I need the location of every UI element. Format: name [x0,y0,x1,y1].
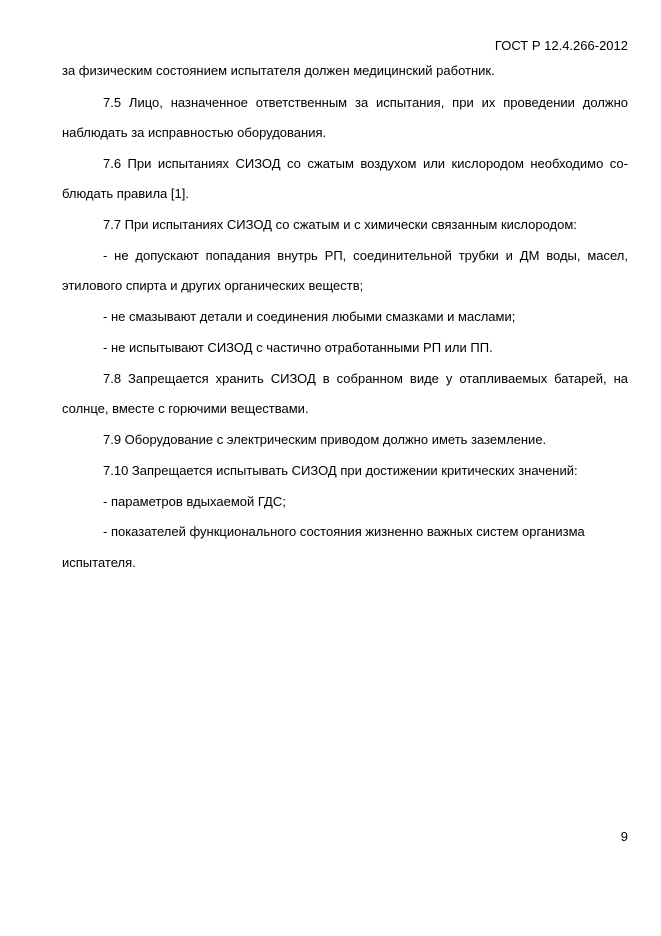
text-line: блюдать правила [1]. [62,186,189,201]
text-line-clause-7-9: 7.9 Оборудование с электрическим приводом должно иметь заземление. [103,432,547,447]
text-line: испытателя. [62,555,136,570]
standard-code-header: ГОСТ Р 12.4.266-2012 [494,38,628,53]
text-line-list-item: - не испытывают СИЗОД с частично отработанными РП или ПП. [103,340,493,355]
text-line-continuation: за физическим состоянием испытателя должен медицинский работник. [62,63,495,78]
text-line: солнце, вместе с горючими веществами. [62,401,309,416]
text-line-list-item: - не смазывают детали и соединения любыми смазками и маслами; [103,309,516,324]
text-line-clause-7-7: 7.7 При испытаниях СИЗОД со сжатым и с химически связанным кислородом: [103,217,577,232]
text-line-list-item: - показателей функционального состояния жизненно важных систем организма [103,524,585,539]
text-line: этилового спирта и других органических веществ; [62,278,364,293]
text-line-clause-7-6: 7.6 При испытаниях СИЗОД со сжатым воздухом или кислородом необходимо со- [103,156,628,171]
text-line-clause-7-5: 7.5 Лицо, назначенное ответственным за испытания, при их проведении должно [103,95,628,110]
text-line-list-item: - не допускают попадания внутрь РП, соединительной трубки и ДМ воды, масел, [103,248,628,263]
text-line-clause-7-8: 7.8 Запрещается хранить СИЗОД в собранном виде у отапливаемых батарей, на [103,371,628,386]
page-number: 9 [620,829,628,844]
text-line-clause-7-10: 7.10 Запрещается испытывать СИЗОД при достижении критических значений: [103,463,578,478]
text-line-list-item: - параметров вдыхаемой ГДС; [103,494,286,509]
text-line: наблюдать за исправностью оборудования. [62,125,327,140]
